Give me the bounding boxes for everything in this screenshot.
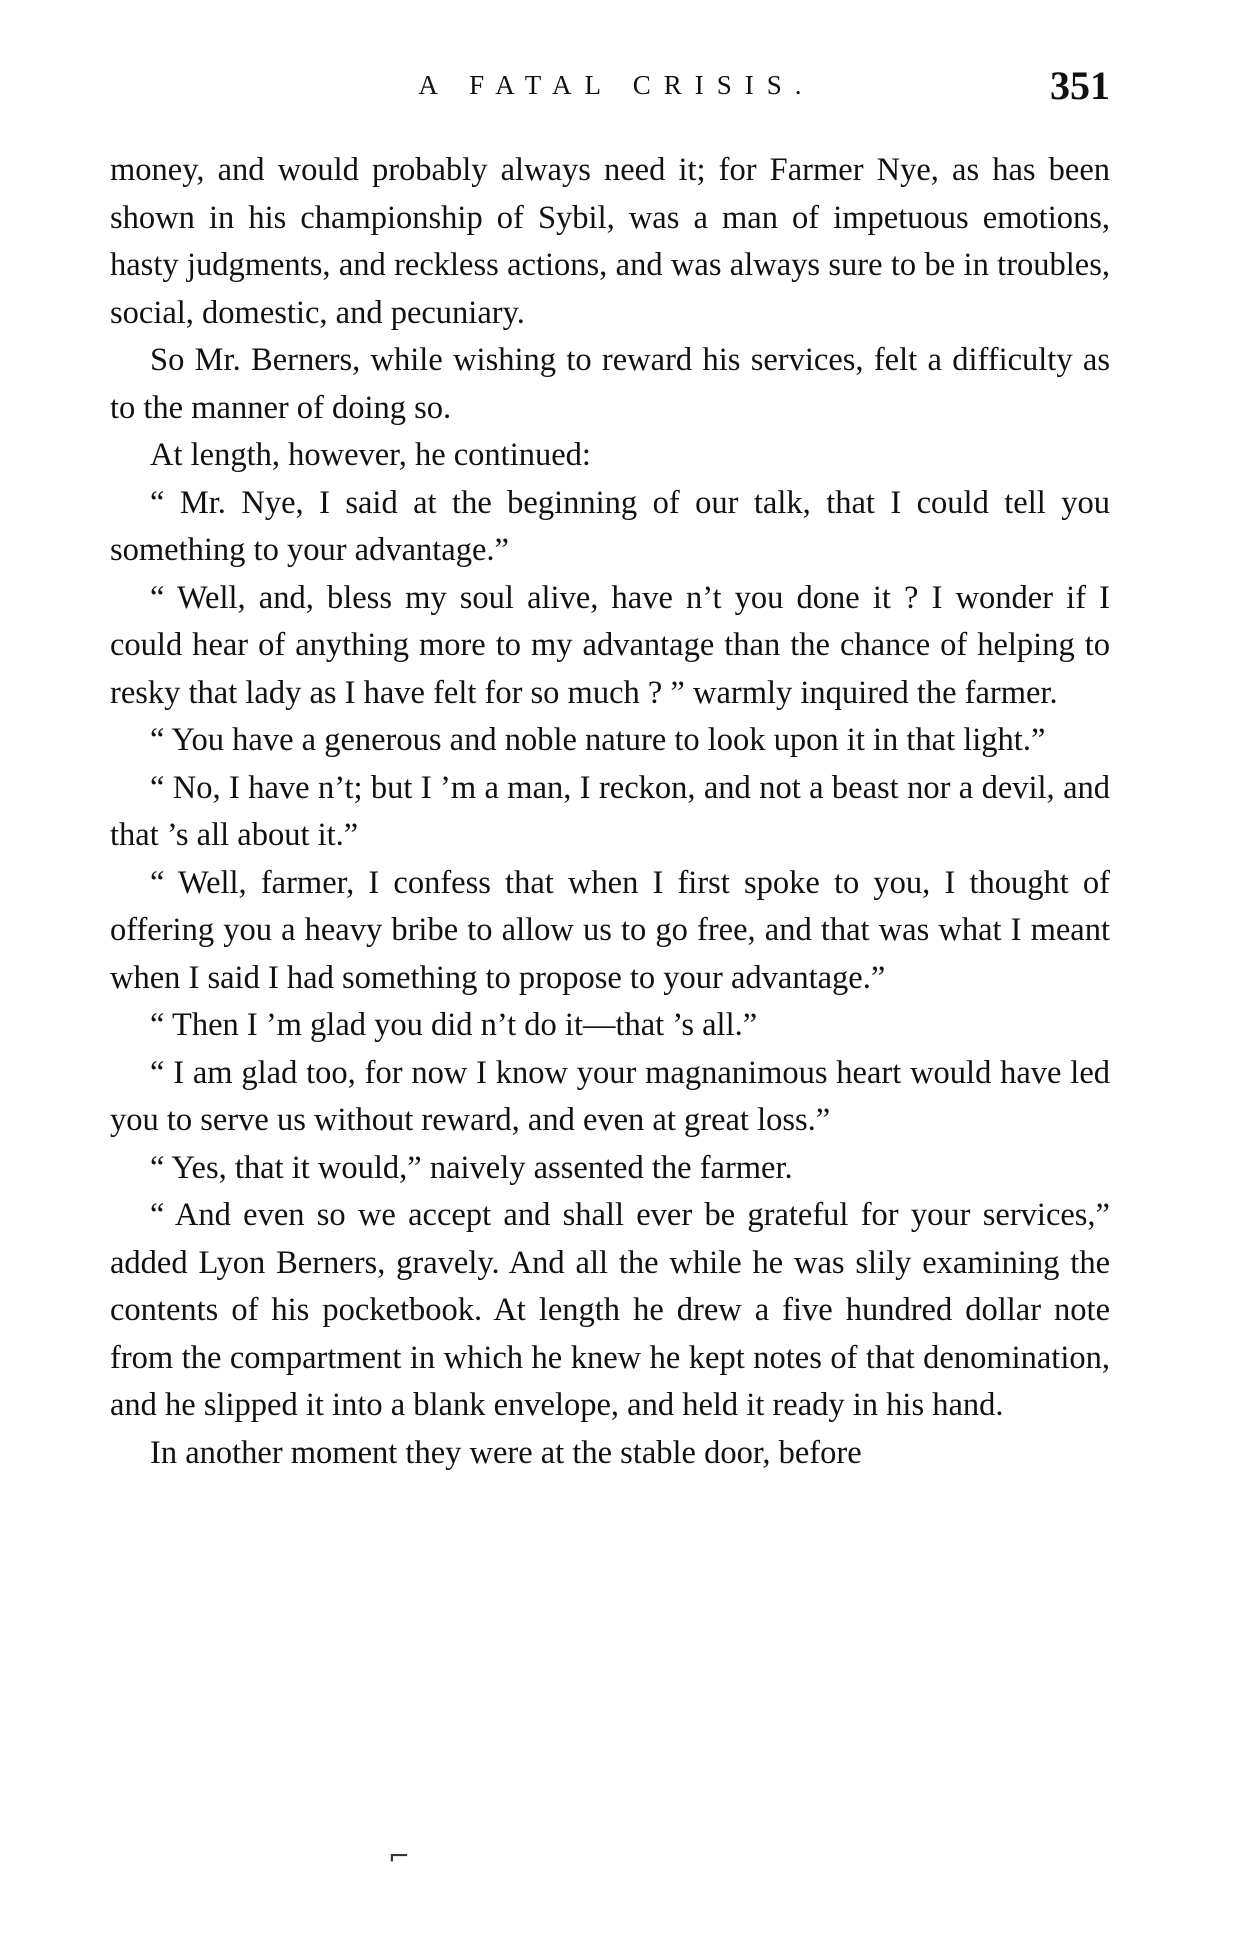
page-header xyxy=(110,62,1110,112)
paragraph-7: “ No, I have n’t; but I ’m a man, I reckon, and not a beast nor a devil, and that ’s all about it.” xyxy=(110,769,1110,853)
body-text xyxy=(110,147,1110,1477)
paragraph-13: In another moment they were at the stable door, before xyxy=(150,1434,862,1471)
paragraph-12: “ And even so we accept and shall ever be grateful for your services,” added Lyon Berners, gravely. And all the while he was slily examining the contents of his pocketbook. At length he drew a five hundred dollar note from the compartment in which he knew he kept notes of that denomination, and he slipped it into a blank envelope, and held it ready in his hand. xyxy=(110,1197,1110,1423)
paragraph-6: “ You have a generous and noble nature to look upon it in that light.” xyxy=(150,722,1046,758)
paragraph-3: At length, however, he continued: xyxy=(150,437,591,473)
paragraph-8: “ Well, farmer, I confess that when I first spoke to you, I thought of offering you a heavy bribe to allow us to go free, and that was what I meant when I said I had something to propose to your advantage.” xyxy=(110,864,1110,996)
paragraph-2: So Mr. Berners, while wishing to reward his services, felt a difficulty as to the manner of doing so. xyxy=(110,342,1110,426)
paragraph-10: “ I am glad too, for now I know your magnanimous heart would have led you to serve us without reward, and even at great loss.” xyxy=(110,1054,1110,1138)
stray-mark: ⌐ xyxy=(388,1842,410,1872)
paragraph-5: “ Well, and, bless my soul alive, have n’t you done it ? I wonder if I could hear of anything more to my advantage than the chance of helping to resky that lady as I have felt for so much ? ” warmly inquired the farmer. xyxy=(110,579,1110,711)
paragraph-4: “ Mr. Nye, I said at the beginning of our talk, that I could tell you something to your advantage.” xyxy=(110,484,1110,568)
paragraph-9: “ Then I ’m glad you did n’t do it—that ’s all.” xyxy=(150,1007,758,1043)
paragraph-1: money, and would probably always need it; for Farmer Nye, as has been shown in his championship of Sybil, was a man of impetuous emotions, hasty judgments, and reckless actions, and was always sure to be in troubles, social, domestic, and pecuniary. xyxy=(110,152,1110,331)
paragraph-11: “ Yes, that it would,” naively assented the farmer. xyxy=(150,1149,793,1186)
running-title: A FATAL CRISIS. xyxy=(418,70,815,100)
page-number: 351 xyxy=(1050,63,1110,108)
